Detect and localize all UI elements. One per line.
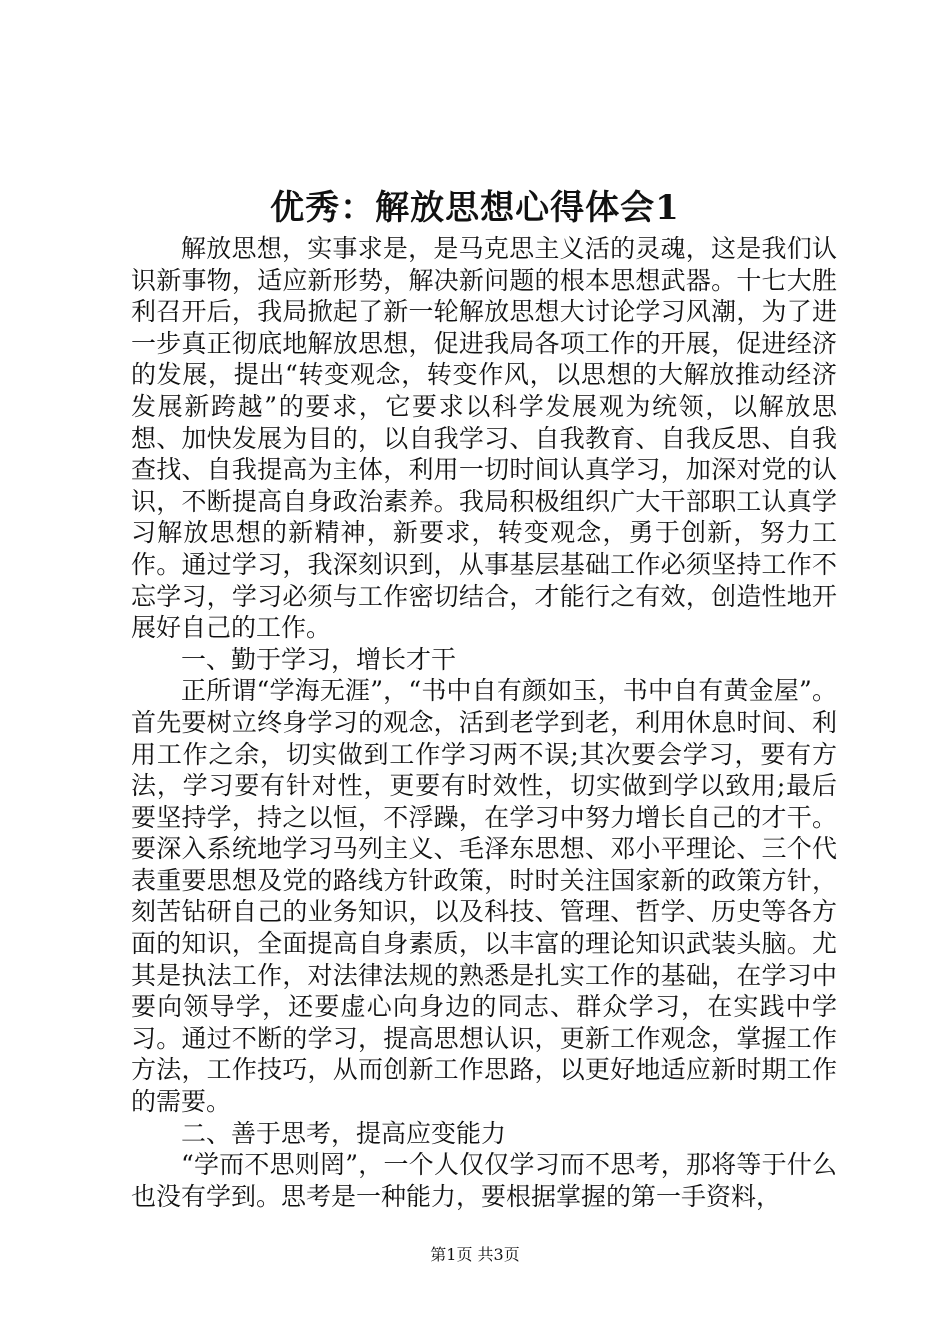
body-paragraph: 正所谓“学海无涯”，“书中自有颜如玉，书中自有黄金屋”。首先要树立终身学习的观念，活到老学到老，利用休息时间、利用工作之余，切实做到工作学习两不误;其次要会学习，要有方法，学习要有针对性，更要有时效性，切实做到学以致用;最后要坚持学，持之以恒，不浮躁，在学习中努力增长自己的才干。要深入系统地学习马列主义、毛泽东思想、邓小平理论、三个代表重要思想及党的路线方针政策，时时关注国家新的政策方针，刻苦钻研自己的业务知识，以及科技、管理、哲学、历史等各方面的知识，全面提高自身素质，以丰富的理论知识武装头脑。尤其是执法工作，对法律法规的熟悉是扎实工作的基础，在学习中要向领导学，还要虚心向身边的同志、群众学习，在实践中学习。通过不断的学习，提高思想认识，更新工作观念，掌握工作方法，工作技巧，从而创新工作思路，以更好地适应新时期工作的需要。	[131, 676, 837, 1117]
body-paragraph: “学而不思则罔”，一个人仅仅学习而不思考，那将等于什么也没有学到。思考是一种能力，要根据掌握的第一手资料，	[131, 1150, 837, 1211]
document-title: 优秀：解放思想心得体会1	[270, 188, 680, 228]
page-footer: 第1页 共3页	[430, 1245, 520, 1264]
section-heading: 二、善于思考，提高应变能力	[181, 1118, 507, 1148]
document-body	[131, 233, 837, 1212]
body-paragraph: 解放思想，实事求是，是马克思主义活的灵魂，这是我们认识新事物，适应新形势，解决新问题的根本思想武器。十七大胜利召开后，我局掀起了新一轮解放思想大讨论学习风潮，为了进一步真正彻底地解放思想，促进我局各项工作的开展，促进经济的发展，提出“转变观念，转变作风，以思想的大解放推动经济发展新跨越”的要求，它要求以科学发展观为统领，以解放思想、加快发展为目的，以自我学习、自我教育、自我反思、自我查找、自我提高为主体，利用一切时间认真学习，加深对党的认识，不断提高自身政治素养。我局积极组织广大干部职工认真学习解放思想的新精神，新要求，转变观念，勇于创新，努力工作。通过学习，我深刻识到，从事基层基础工作必须坚持工作不忘学习，学习必须与工作密切结合，才能行之有效，创造性地开展好自己的工作。	[131, 234, 837, 643]
section-heading: 一、勤于学习，增长才干	[181, 644, 457, 674]
